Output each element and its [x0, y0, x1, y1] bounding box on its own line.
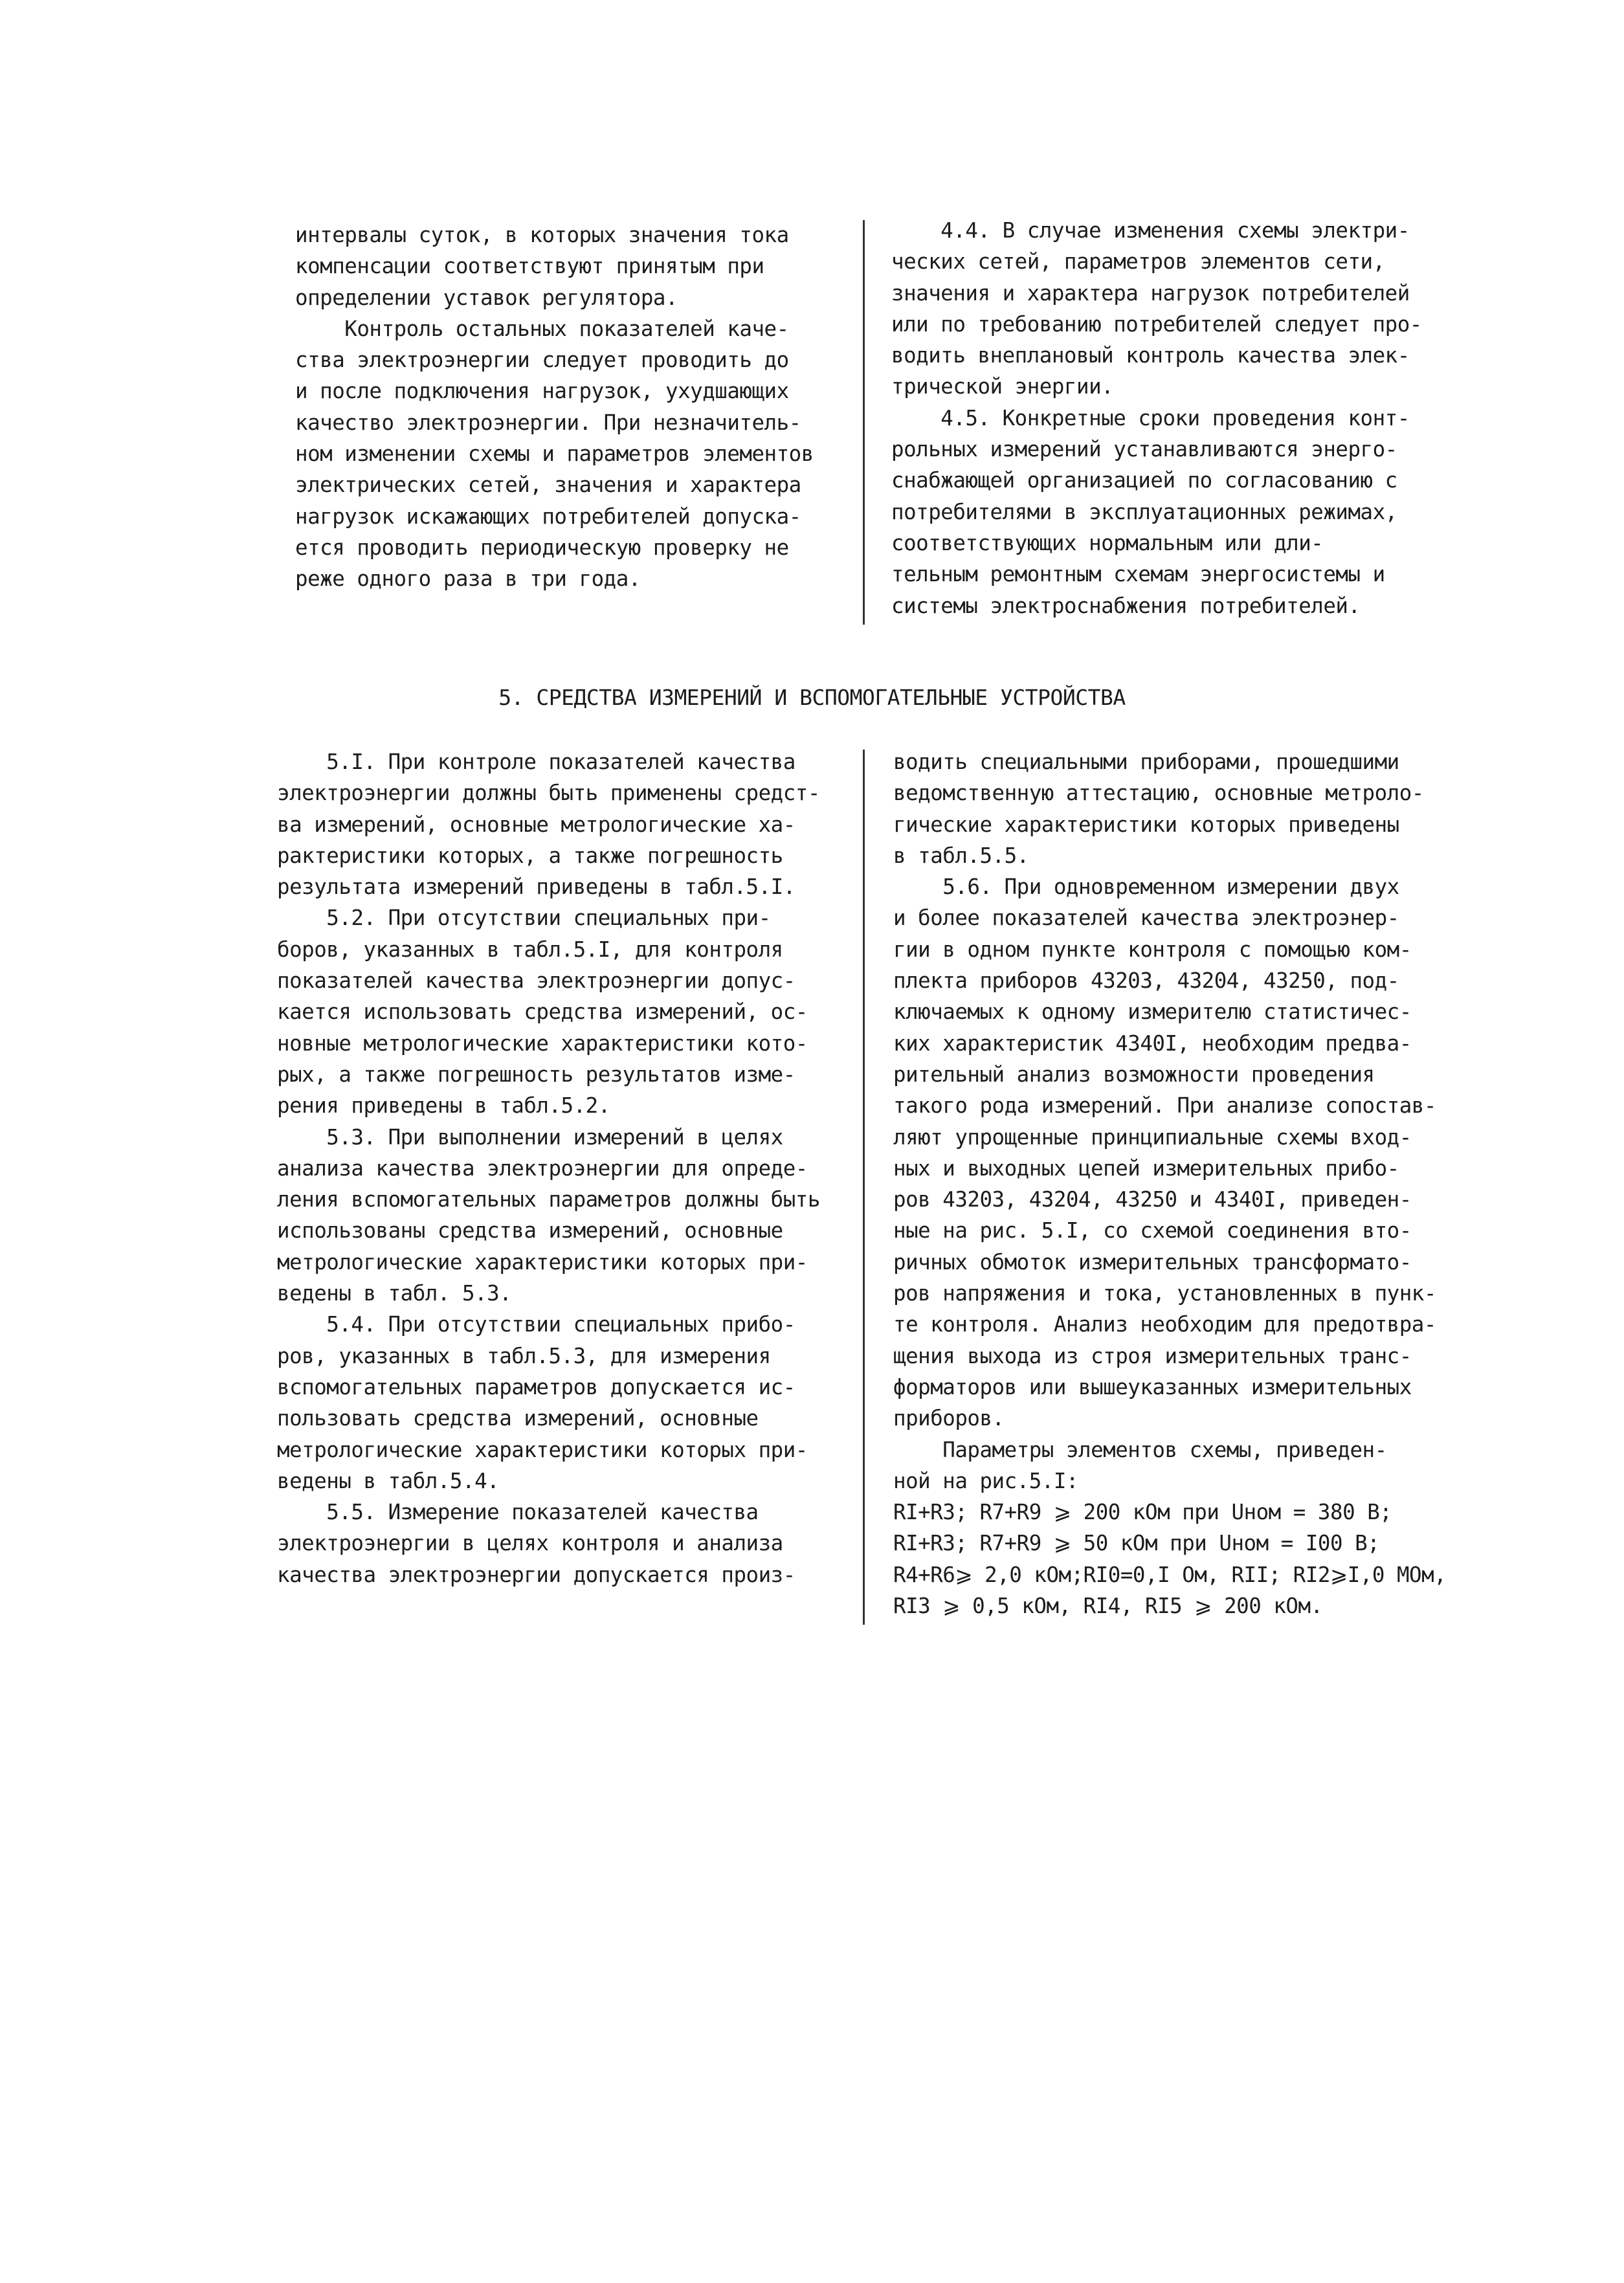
text-line: те контроля. Анализ необходим для предотвра-: [893, 1312, 1436, 1337]
text-column-bottom-left: [277, 746, 820, 1590]
text-line: 5.3. При выполнении измерений в целях: [277, 1124, 783, 1150]
text-line: потребителями в эксплуатационных режимах,: [891, 499, 1397, 524]
text-line: качества электроэнергии допускается произ-: [277, 1562, 795, 1587]
text-line: гии в одном пункте контроля с помощью ком-: [893, 937, 1412, 962]
text-line: трической энергии.: [891, 374, 1114, 399]
text-line: кается использовать средства измерений, ос-: [277, 999, 808, 1025]
text-line: пользовать средства измерений, основные: [277, 1406, 759, 1431]
text-line: ном изменении схемы и параметров элементов: [295, 441, 814, 467]
text-line: или по требованию потребителей следует про-: [891, 311, 1422, 337]
text-line: приборов.: [893, 1406, 1005, 1431]
text-line: электроэнергии в целях контроля и анализа: [277, 1531, 783, 1556]
text-line: и после подключения нагрузок, ухудшающих: [295, 379, 789, 404]
text-line: ров, указанных в табл.5.3, для измерения: [277, 1343, 771, 1368]
text-line: 5.5. Измерение показателей качества: [277, 1500, 759, 1525]
text-line: и более показателей качества электроэнер-: [893, 906, 1399, 931]
text-line: в табл.5.5.: [893, 843, 1029, 868]
text-line: метрологические характеристики которых при-: [277, 1437, 808, 1462]
text-line: ведены в табл. 5.3.: [277, 1281, 512, 1306]
text-line: водить специальными приборами, прошедшими: [893, 750, 1399, 774]
text-line: щения выхода из строя измерительных транс-: [893, 1343, 1412, 1368]
section-heading: 5. СРЕДСТВА ИЗМЕРЕНИЙ И ВСПОМОГАТЕЛЬНЫЕ УСТРОЙСТВА: [498, 685, 1126, 710]
text-line: Параметры элементов схемы, приведен-: [893, 1437, 1387, 1462]
text-line: ляют упрощенные принципиальные схемы вход-: [893, 1124, 1412, 1150]
text-line: рольных измерений устанавливаются энерго-: [891, 437, 1397, 462]
text-line: ва измерений, основные метрологические ха-: [277, 812, 795, 837]
text-line: нагрузок искажающих потребителей допуска-: [295, 504, 801, 529]
text-line: реже одного раза в три года.: [295, 566, 641, 592]
text-line: гические характеристики которых приведены: [893, 812, 1399, 837]
text-line: 4.4. В случае изменения схемы электри-: [891, 218, 1410, 243]
text-line: RI3 ⩾ 0,5 кОм, RI4, RI5 ⩾ 200 кОм.: [893, 1594, 1323, 1619]
text-line: анализа качества электроэнергии для опреде-: [277, 1155, 808, 1181]
text-line: показателей качества электроэнергии допус-: [277, 968, 795, 994]
text-line: электрических сетей, значения и характера: [295, 473, 801, 498]
text-line: RI+R3; R7+R9 ⩾ 50 кОм при Uном = I00 В;: [893, 1531, 1380, 1556]
text-line: ров 43203, 43204, 43250 и 4340I, приведен-: [893, 1187, 1412, 1212]
text-line: 5.I. При контроле показателей качества: [277, 750, 795, 774]
text-line: ных и выходных цепей измерительных прибо-: [893, 1155, 1399, 1181]
text-line: плекта приборов 43203, 43204, 43250, под-: [893, 968, 1399, 994]
text-line: Контроль остальных показателей каче-: [295, 316, 789, 341]
text-column-bottom-right: [893, 746, 1446, 1621]
text-line: ства электроэнергии следует проводить до: [295, 348, 789, 373]
text-line: снабжающей организацией по согласованию с: [891, 468, 1397, 493]
text-line: ров напряжения и тока, установленных в пунк-: [893, 1281, 1436, 1306]
text-line: ется проводить периодическую проверку не: [295, 535, 789, 560]
text-line: 4.5. Конкретные сроки проведения конт-: [891, 405, 1410, 430]
text-line: 5.6. При одновременном измерении двух: [893, 874, 1399, 900]
text-line: ких характеристик 4340I, необходим предва-: [893, 1030, 1412, 1056]
text-line: рения приведены в табл.5.2.: [277, 1093, 610, 1119]
text-line: тельным ремонтным схемам энергосистемы и: [891, 562, 1385, 587]
text-line: 5.2. При отсутствии специальных при-: [277, 906, 771, 931]
text-line: метрологические характеристики которых при-: [277, 1249, 808, 1275]
text-line: использованы средства измерений, основные: [277, 1218, 783, 1243]
text-line: рых, а также погрешность результатов изме-: [277, 1062, 795, 1087]
text-line: компенсации соответствуют принятым при: [295, 254, 764, 279]
text-line: ления вспомогательных параметров должны быть: [277, 1187, 820, 1212]
text-line: рактеристики которых, а также погрешность: [277, 843, 783, 868]
text-line: боров, указанных в табл.5.I, для контроля: [277, 937, 783, 962]
text-line: 5.4. При отсутствии специальных прибо-: [277, 1312, 795, 1337]
text-line: интервалы суток, в которых значения тока: [295, 223, 789, 247]
text-line: рительный анализ возможности проведения: [893, 1062, 1375, 1087]
column-divider-bottom: [863, 750, 865, 1625]
text-line: электроэнергии должны быть применены средст-: [277, 781, 820, 806]
text-line: ческих сетей, параметров элементов сети,: [891, 249, 1385, 274]
text-line: системы электроснабжения потребителей.: [891, 593, 1361, 618]
text-line: ведомственную аттестацию, основные метроло-: [893, 781, 1424, 806]
text-line: новные метрологические характеристики кото-: [277, 1030, 808, 1056]
text-line: ведены в табл.5.4.: [277, 1468, 500, 1493]
text-line: форматоров или вышеуказанных измерительных: [893, 1374, 1412, 1399]
text-line: ричных обмоток измерительных трансформато-: [893, 1249, 1412, 1275]
column-divider-top: [863, 220, 865, 625]
text-line: такого рода измерений. При анализе сопостав-: [893, 1093, 1436, 1119]
text-line: определении уставок регулятора.: [295, 285, 678, 310]
text-column-top-right: [891, 215, 1422, 621]
text-line: ные на рис. 5.I, со схемой соединения вто-: [893, 1218, 1412, 1243]
text-line: качество электроэнергии. При незначитель-: [295, 410, 801, 435]
text-line: результата измерений приведены в табл.5.I.: [277, 874, 795, 900]
text-line: значения и характера нагрузок потребителей: [891, 280, 1410, 306]
text-line: ной на рис.5.I:: [893, 1468, 1078, 1493]
text-line: RI+R3; R7+R9 ⩾ 200 кОм при Uном = 380 В;: [893, 1500, 1392, 1525]
text-line: вспомогательных параметров допускается ис-: [277, 1374, 795, 1399]
text-line: R4+R6⩾ 2,0 кОм;RI0=0,I Ом, RII; RI2⩾I,0 МОм,: [893, 1562, 1447, 1587]
text-line: водить внеплановый контроль качества элек-: [891, 343, 1410, 368]
text-column-top-left: [295, 219, 814, 595]
text-line: ключаемых к одному измерителю статистичес-: [893, 999, 1412, 1025]
text-line: соответствующих нормальным или дли-: [891, 530, 1324, 555]
